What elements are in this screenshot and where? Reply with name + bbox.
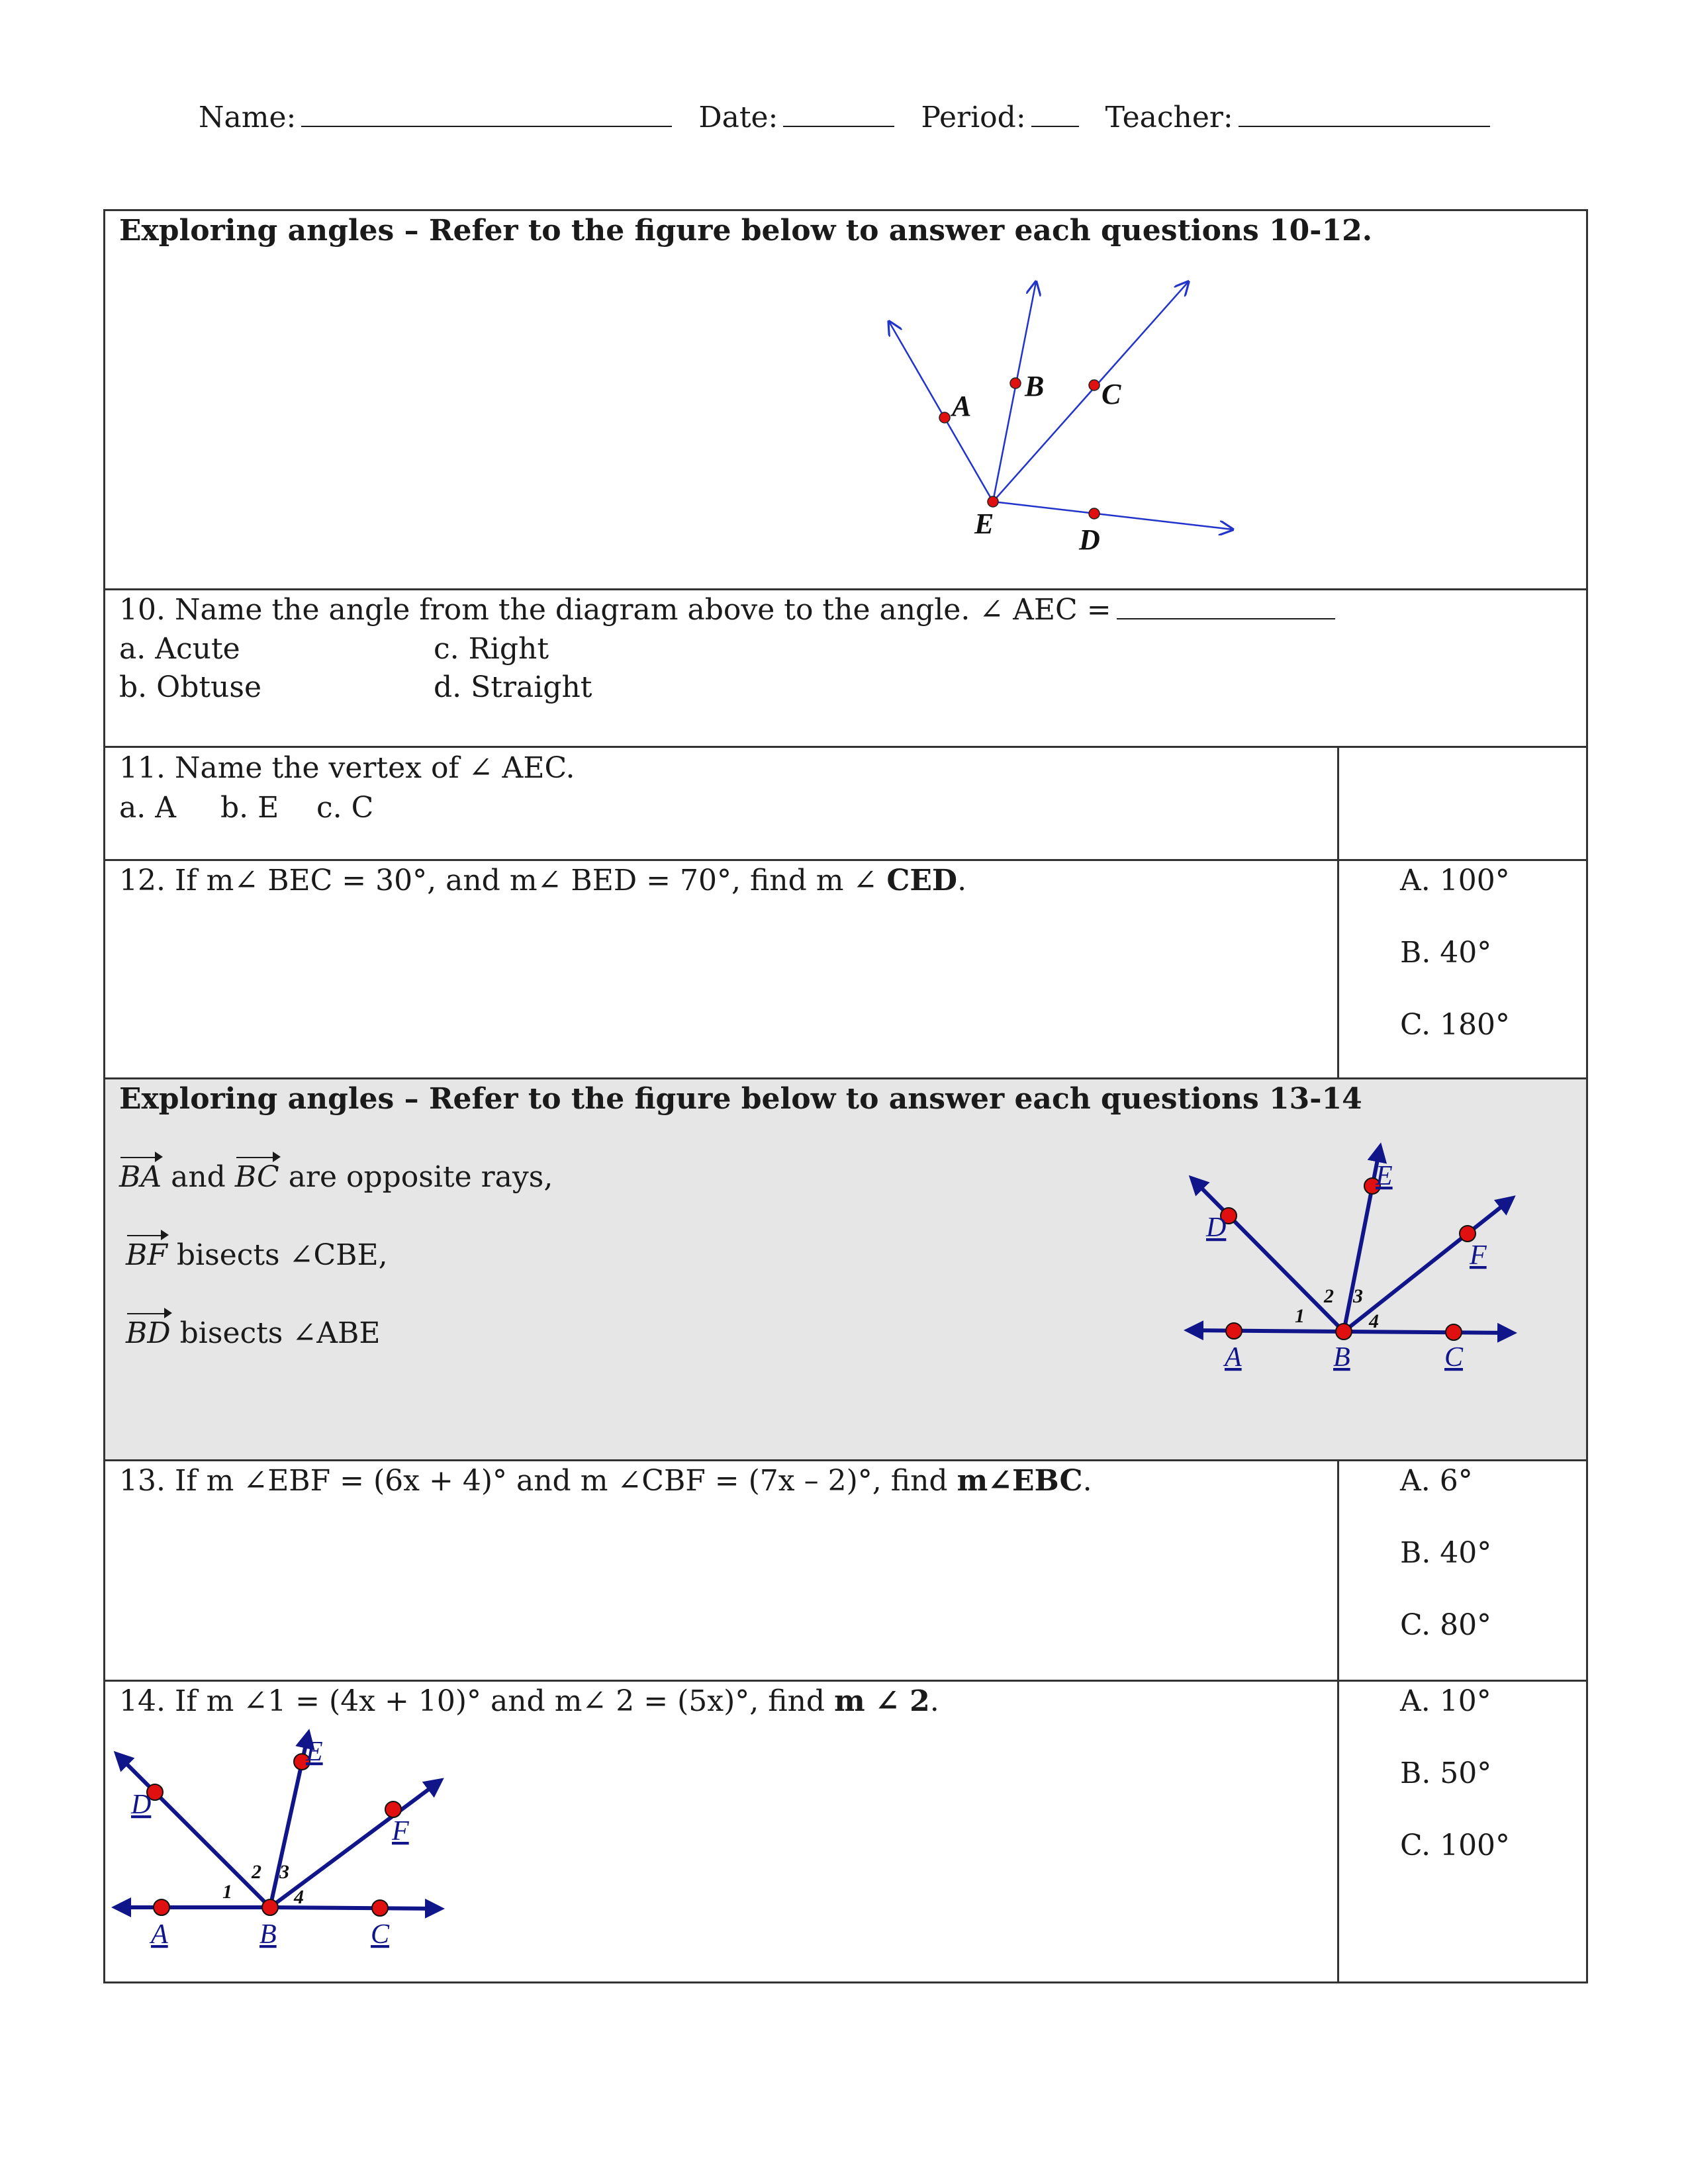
section2-line1: BA and BC are opposite rays, bbox=[119, 1158, 553, 1196]
ray-bd bbox=[1192, 1178, 1344, 1332]
point-b bbox=[1010, 378, 1021, 388]
label-angle-1: 1 bbox=[222, 1881, 232, 1903]
q10-choice-b[interactable]: b. Obtuse bbox=[119, 670, 262, 704]
point-c bbox=[1446, 1324, 1462, 1340]
label-a: A bbox=[1225, 1342, 1242, 1373]
q11-choice-c[interactable]: c. C bbox=[316, 791, 374, 825]
figure-angles-aec bbox=[861, 265, 1271, 569]
section1-heading: Exploring angles – Refer to the figure below to answer each questions 10-12. bbox=[119, 214, 1373, 248]
figure-bisectors bbox=[1178, 1138, 1536, 1377]
label-c: C bbox=[1444, 1342, 1464, 1373]
ray-ea bbox=[889, 322, 993, 502]
name-blank[interactable] bbox=[301, 99, 672, 127]
label-b: B bbox=[1025, 370, 1045, 402]
point-e bbox=[988, 496, 998, 507]
q10-choice-a[interactable]: a. Acute bbox=[119, 632, 240, 666]
label-angle-3: 3 bbox=[1353, 1285, 1363, 1307]
q13-choice-a[interactable]: A. 6° bbox=[1400, 1464, 1473, 1498]
q13-choice-b[interactable]: B. 40° bbox=[1400, 1536, 1492, 1570]
point-f bbox=[385, 1801, 401, 1817]
row-divider bbox=[103, 1459, 1587, 1461]
q10-choice-c[interactable]: c. Right bbox=[434, 632, 549, 666]
label-angle-4: 4 bbox=[294, 1886, 304, 1908]
table-border-top bbox=[103, 209, 1587, 211]
teacher-label: Teacher: bbox=[1105, 101, 1233, 134]
q12-choice-c[interactable]: C. 180° bbox=[1400, 1008, 1511, 1042]
table-border-left bbox=[103, 209, 105, 1983]
q11-choice-b[interactable]: b. E bbox=[220, 791, 279, 825]
label-d: D bbox=[1206, 1212, 1227, 1243]
period-blank[interactable] bbox=[1031, 99, 1079, 127]
label-a: A bbox=[952, 390, 972, 422]
label-angle-3: 3 bbox=[279, 1861, 289, 1883]
section2-line2: BF bisects ∠CBE, bbox=[126, 1236, 388, 1274]
name-label: Name: bbox=[199, 101, 297, 134]
q10-choice-d[interactable]: d. Straight bbox=[434, 670, 592, 704]
point-f bbox=[1460, 1226, 1476, 1242]
q11-choice-a[interactable]: a. A bbox=[119, 791, 176, 825]
label-c: C bbox=[1102, 378, 1121, 410]
label-angle-1: 1 bbox=[1295, 1305, 1305, 1327]
answer-column-divider bbox=[1337, 746, 1339, 1077]
q14-choice-c[interactable]: C. 100° bbox=[1400, 1829, 1511, 1862]
label-f: F bbox=[392, 1816, 409, 1846]
label-e: E bbox=[974, 508, 994, 540]
label-b: B bbox=[259, 1919, 277, 1950]
point-b bbox=[262, 1899, 278, 1915]
section2-line3: BD bisects ∠ABE bbox=[126, 1314, 380, 1352]
point-d bbox=[1089, 508, 1100, 519]
q13-prompt: 13. If m ∠EBF = (6x + 4)° and m ∠CBF = (7x – 2)°, find m∠EBC. bbox=[119, 1464, 1092, 1498]
period-label: Period: bbox=[921, 101, 1026, 134]
point-c bbox=[372, 1900, 388, 1916]
table-border-bottom bbox=[103, 1981, 1587, 1983]
point-c bbox=[1089, 380, 1100, 390]
ray-ec bbox=[993, 282, 1188, 502]
q12-choice-b[interactable]: B. 40° bbox=[1400, 936, 1492, 970]
label-c: C bbox=[371, 1919, 390, 1950]
row-divider bbox=[103, 588, 1587, 590]
ray-bd bbox=[117, 1754, 270, 1907]
q11-prompt: 11. Name the vertex of ∠ AEC. bbox=[119, 751, 575, 785]
label-e: E bbox=[306, 1737, 323, 1767]
ray-ed bbox=[993, 502, 1233, 529]
label-e: E bbox=[1376, 1161, 1393, 1191]
q10-prompt: 10. Name the angle from the diagram above to the angle. ∠ AEC = bbox=[119, 591, 1335, 629]
q14-choice-b[interactable]: B. 50° bbox=[1400, 1756, 1492, 1790]
point-a bbox=[154, 1899, 169, 1915]
point-a bbox=[939, 412, 950, 423]
q12-prompt: 12. If m∠ BEC = 30°, and m∠ BED = 70°, find m ∠ CED. bbox=[119, 864, 967, 897]
answer-column-divider bbox=[1337, 1459, 1339, 1981]
q13-choice-c[interactable]: C. 80° bbox=[1400, 1608, 1492, 1642]
table-border-right bbox=[1586, 209, 1588, 1983]
figure-q14 bbox=[106, 1727, 463, 1966]
point-a bbox=[1226, 1323, 1242, 1339]
label-angle-4: 4 bbox=[1369, 1310, 1379, 1332]
row-divider bbox=[103, 1077, 1587, 1079]
point-b bbox=[1336, 1324, 1352, 1340]
label-angle-2: 2 bbox=[1324, 1285, 1334, 1307]
section2-heading: Exploring angles – Refer to the figure below to answer each questions 13-14 bbox=[119, 1082, 1362, 1116]
ray-ba bbox=[1188, 1330, 1344, 1332]
label-d: D bbox=[1079, 523, 1100, 556]
label-b: B bbox=[1333, 1342, 1350, 1373]
label-angle-2: 2 bbox=[252, 1861, 261, 1883]
header-line bbox=[199, 99, 1490, 134]
row-divider bbox=[103, 746, 1587, 748]
q14-choice-a[interactable]: A. 10° bbox=[1400, 1684, 1491, 1718]
label-d: D bbox=[131, 1790, 152, 1820]
label-a: A bbox=[151, 1919, 168, 1950]
date-blank[interactable] bbox=[783, 99, 894, 127]
label-f: F bbox=[1470, 1240, 1487, 1271]
teacher-blank[interactable] bbox=[1239, 99, 1490, 127]
date-label: Date: bbox=[698, 101, 778, 134]
q10-answer-blank[interactable] bbox=[1117, 593, 1335, 619]
q12-choice-a[interactable]: A. 100° bbox=[1400, 864, 1510, 897]
row-divider bbox=[103, 859, 1587, 861]
row-divider bbox=[103, 1680, 1587, 1682]
q14-prompt: 14. If m ∠1 = (4x + 10)° and m∠ 2 = (5x)°, find m ∠ 2. bbox=[119, 1684, 939, 1718]
